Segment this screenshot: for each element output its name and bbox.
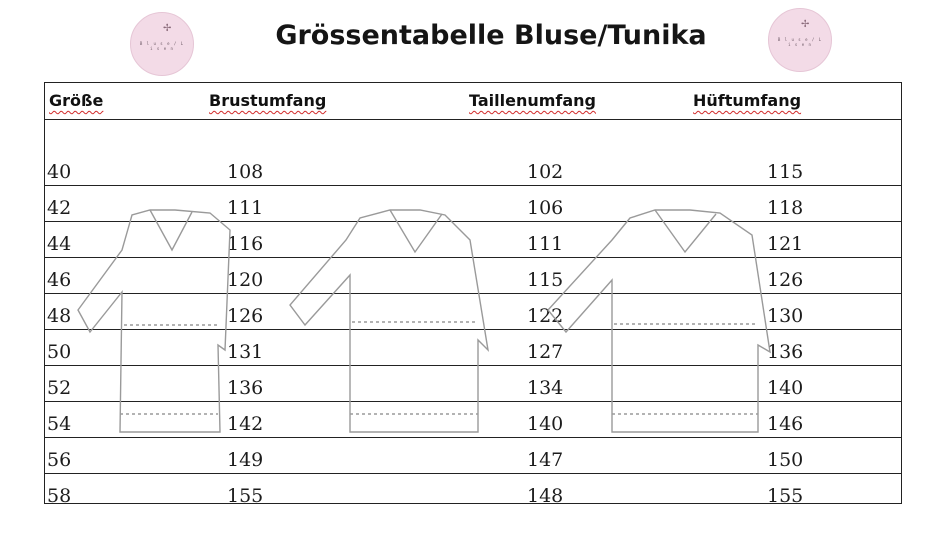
cell-hip: 126 bbox=[767, 269, 804, 291]
cell-chest: 136 bbox=[227, 377, 264, 399]
cell-size: 42 bbox=[47, 197, 72, 219]
cell-chest: 116 bbox=[227, 233, 264, 255]
size-table bbox=[44, 82, 902, 507]
header-divider bbox=[45, 119, 901, 120]
cell-size: 56 bbox=[47, 449, 72, 471]
row-divider bbox=[45, 401, 901, 402]
cell-chest: 149 bbox=[227, 449, 264, 471]
cell-waist: 111 bbox=[527, 233, 564, 255]
cell-chest: 108 bbox=[227, 161, 264, 183]
row-divider bbox=[45, 185, 901, 186]
row-divider bbox=[45, 221, 901, 222]
cell-size: 54 bbox=[47, 413, 72, 435]
cell-hip: 150 bbox=[767, 449, 804, 471]
cell-waist: 106 bbox=[527, 197, 564, 219]
cell-size: 46 bbox=[47, 269, 72, 291]
cell-size: 44 bbox=[47, 233, 72, 255]
cell-waist: 147 bbox=[527, 449, 564, 471]
cell-hip: 130 bbox=[767, 305, 804, 327]
row-divider bbox=[45, 473, 901, 474]
cell-waist: 122 bbox=[527, 305, 564, 327]
table-row bbox=[45, 479, 901, 515]
cell-waist: 115 bbox=[527, 269, 564, 291]
logo-text: B l u s e / L i s e n bbox=[139, 41, 185, 51]
cell-chest: 155 bbox=[227, 485, 264, 507]
cell-hip: 136 bbox=[767, 341, 804, 363]
cell-size: 40 bbox=[47, 161, 72, 183]
header-chest: Brustumfang bbox=[209, 91, 327, 110]
cell-size: 58 bbox=[47, 485, 72, 507]
cell-size: 52 bbox=[47, 377, 72, 399]
cell-chest: 142 bbox=[227, 413, 264, 435]
cell-chest: 111 bbox=[227, 197, 264, 219]
cell-waist: 148 bbox=[527, 485, 564, 507]
cell-hip: 155 bbox=[767, 485, 804, 507]
cell-waist: 134 bbox=[527, 377, 564, 399]
cell-size: 50 bbox=[47, 341, 72, 363]
cell-hip: 140 bbox=[767, 377, 804, 399]
row-divider bbox=[45, 293, 901, 294]
cell-waist: 102 bbox=[527, 161, 564, 183]
cell-hip: 118 bbox=[767, 197, 804, 219]
cell-chest: 131 bbox=[227, 341, 264, 363]
page-title: Grössentabelle Bluse/Tunika bbox=[275, 20, 707, 51]
row-divider bbox=[45, 257, 901, 258]
logo-text: B l u s e / L i s e n bbox=[777, 37, 823, 47]
cell-chest: 126 bbox=[227, 305, 264, 327]
row-divider bbox=[45, 329, 901, 330]
cell-hip: 121 bbox=[767, 233, 804, 255]
row-divider bbox=[45, 437, 901, 438]
cell-waist: 127 bbox=[527, 341, 564, 363]
row-divider bbox=[45, 365, 901, 366]
cell-waist: 140 bbox=[527, 413, 564, 435]
sparkle-icon: ✢ bbox=[801, 19, 810, 30]
cell-hip: 146 bbox=[767, 413, 804, 435]
header-size: Größe bbox=[49, 91, 104, 110]
header-waist: Taillenumfang bbox=[469, 91, 597, 110]
cell-size: 48 bbox=[47, 305, 72, 327]
header-hip: Hüftumfang bbox=[693, 91, 802, 110]
cell-chest: 120 bbox=[227, 269, 264, 291]
cell-hip: 115 bbox=[767, 161, 804, 183]
sparkle-icon: ✢ bbox=[163, 23, 172, 34]
